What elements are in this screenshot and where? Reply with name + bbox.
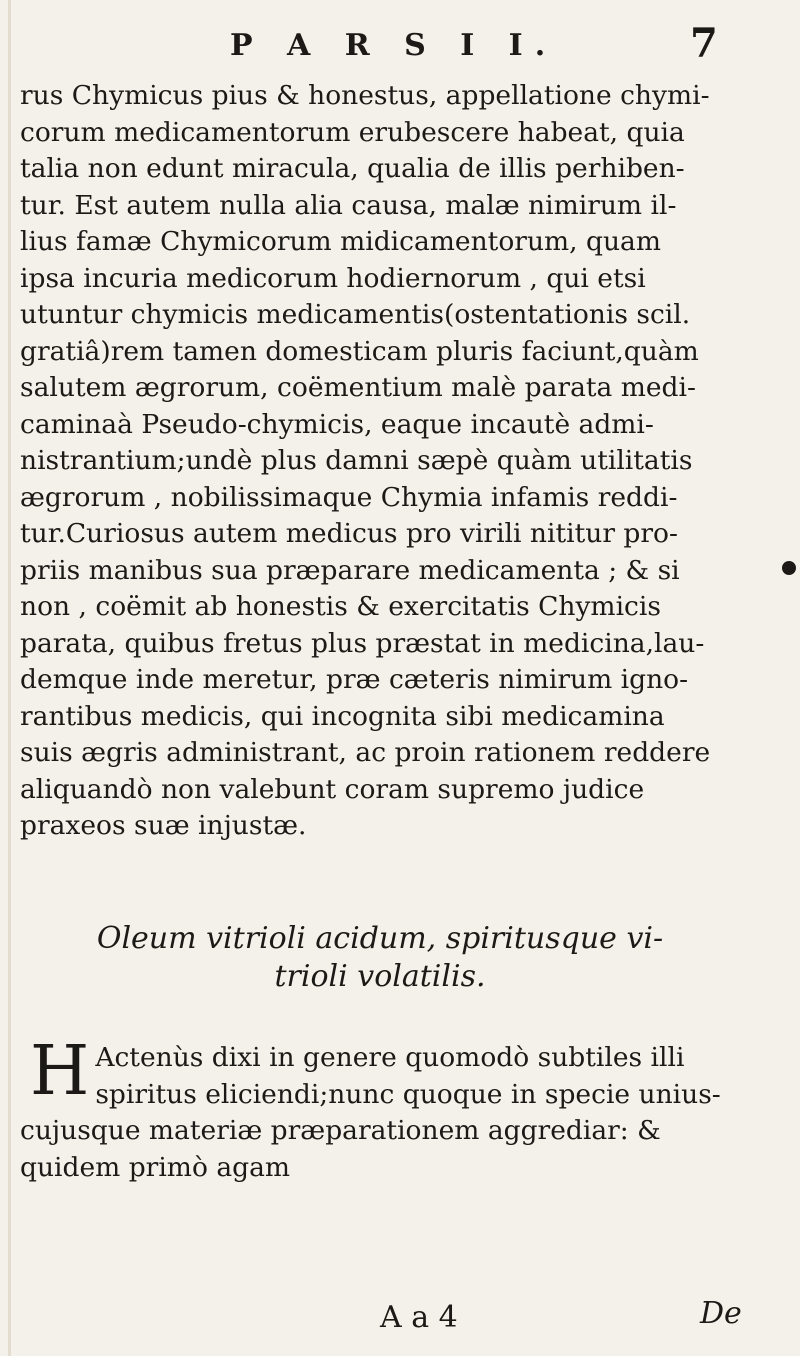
text-line: gratiâ)rem tamen domesticam pluris faciunt,quàm [20,335,699,367]
text-line: praxeos suæ injustæ. [20,810,307,841]
text-line: tur.Curiosus autem medicus pro virili nititur pro- [20,518,678,549]
heading-line: Oleum vitrioli acidum, spiritusque vi- [96,921,664,956]
text-line: caminaà Pseudo-chymicis, eaque incautè admi- [20,408,654,440]
text-line: nistrantium;undè plus damni sæpè quàm utilitatis [20,445,693,476]
text-line: parata, quibus fretus plus præstat in medicina,lau- [20,627,705,659]
text-line: suis ægris administrant, ac proin rationem reddere [20,737,711,768]
text-line: spiritus eliciendi;nunc quoque in specie unius- [95,1078,721,1110]
text-line: talia non edunt miracula, qualia de illis perhiben- [20,153,685,184]
text-line: corum medicamentorum erubescere habeat, quia [20,116,685,148]
text-line: utuntur chymicis medicamentis(ostentationis scil. [20,299,691,330]
text-line: rantibus medicis, qui incognita sibi medicamina [20,700,665,732]
text-line: cujusque materiæ præparationem aggrediar: & [20,1115,661,1146]
text-line: demque inde meretur, præ cæteris nimirum igno- [20,664,689,695]
section-text [20,1032,760,1186]
page-gutter [8,0,11,1356]
catchword: De [700,1296,742,1331]
drop-cap: H [30,1032,90,1111]
text-line: ipsa incuria medicorum hodiernorum , qui etsi [20,262,646,294]
page-number: 7 [690,20,718,67]
section-heading [60,920,700,996]
text-line: tur. Est autem nulla alia causa, malæ nimirum il- [20,189,677,221]
text-line: rus Chymicus pius & honestus, appellatione chymi- [20,80,710,111]
text-line: priis manibus sua præparare medicamenta ; & si [20,554,680,586]
text-line: aliquandò non valebunt coram supremo judice [20,773,645,805]
ink-dot [782,561,796,575]
text-line: ægrorum , nobilissimaque Chymia infamis reddi- [20,481,678,513]
signature-mark: A a 4 [380,1300,458,1335]
text-line: Actenùs dixi in genere quomodò subtiles illi [95,1042,685,1073]
body-text [20,78,760,845]
text-line: non , coëmit ab honestis & exercitatis Chymicis [20,591,661,622]
heading-line: trioli volatilis. [274,959,486,994]
text-line: lius famæ Chymicorum midicamentorum, quam [20,226,661,257]
running-header: P A R S I I. [230,28,558,63]
text-line: quidem primò agam [20,1151,291,1183]
text-line: salutem ægrorum, coëmentium malè parata medi- [20,372,696,403]
